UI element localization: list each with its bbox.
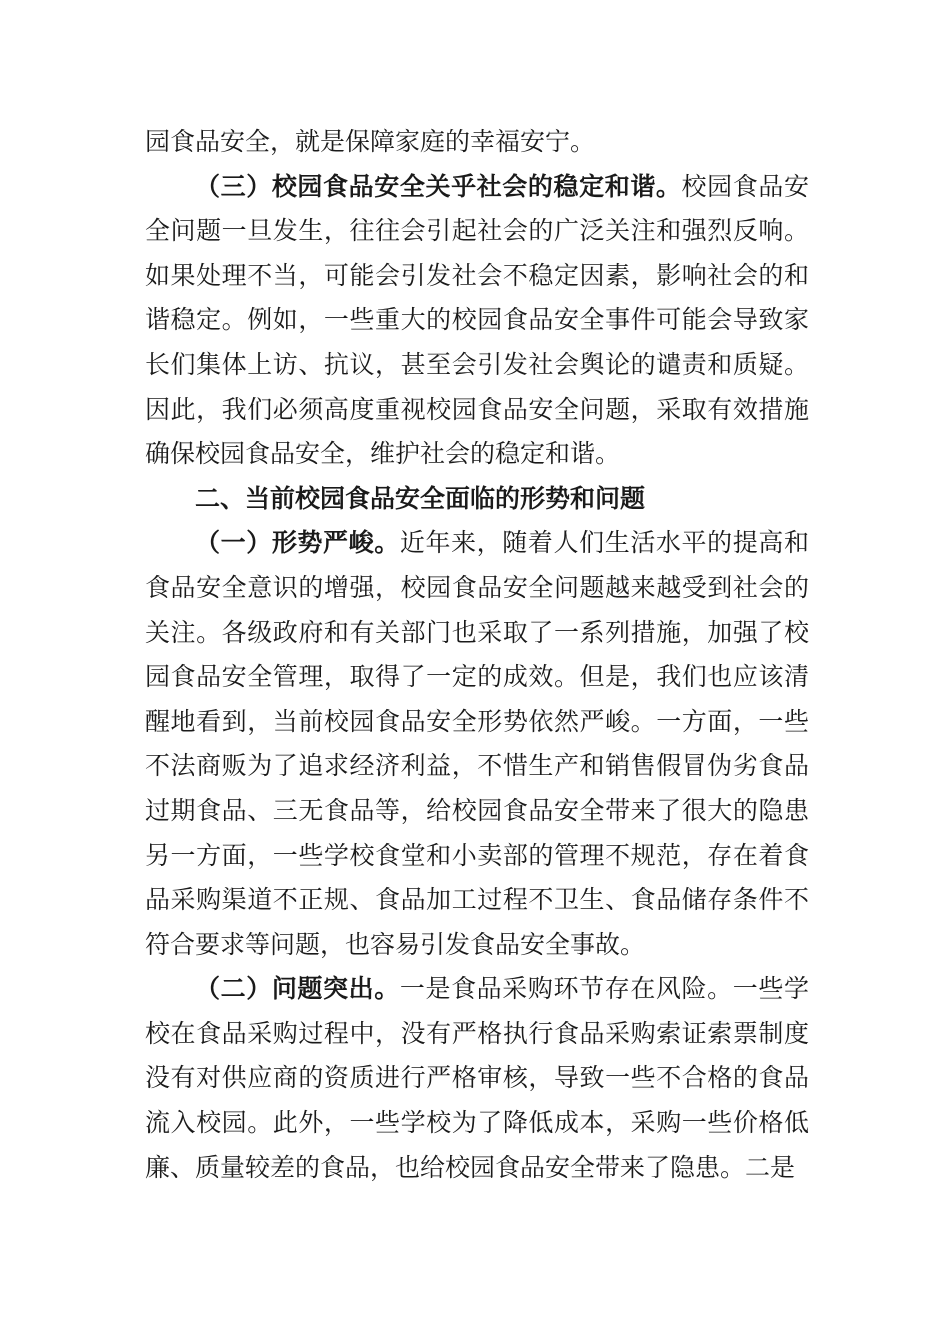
- paragraph-text: 一是食品采购环节存在风险。一些学校在食品采购过程中，没有严格执行食品采购索证索票制度没有对供应商的资质进行严格审核，导致一些不合格的食品流入校园。此外，一些学校为了降低成本，采购一些价格低廉、质量较差的食品，也给校园食品安全带来了隐患。二是: [145, 974, 809, 1182]
- paragraph-text: 校园食品安全问题一旦发生，往往会引起社会的广泛关注和强烈反响。如果处理不当，可能会引发社会不稳定因素，影响社会的和谐稳定。例如，一些重大的校园食品安全事件可能会导致家长们集体上访、抗议，甚至会引发社会舆论的谴责和质疑。因此，我们必须高度重视校园食品安全问题，采取有效措施确保校园食品安全，维护社会的稳定和谐。: [145, 171, 809, 469]
- paragraph-situation: [145, 521, 809, 967]
- paragraph-lead: （二）问题突出。: [195, 974, 400, 1004]
- paragraph-lead: （三）校园食品安全关乎社会的稳定和谐。: [195, 171, 682, 201]
- paragraph-text: 近年来，随着人们生活水平的提高和食品安全意识的增强，校园食品安全问题越来越受到社会的关注。各级政府和有关部门也采取了一系列措施，加强了校园食品安全管理，取得了一定的成效。但是，我们也应该清醒地看到，当前校园食品安全形势依然严峻。一方面，一些不法商贩为了追求经济利益，不惜生产和销售假冒伪劣食品过期食品、三无食品等，给校园食品安全带来了很大的隐患另一方面，一些学校食堂和小卖部的管理不规范，存在着食品采购渠道不正规、食品加工过程不卫生、食品储存条件不符合要求等问题，也容易引发食品安全事故。: [145, 528, 809, 959]
- paragraph-problems: [145, 967, 809, 1190]
- section-heading: 二、当前校园食品安全面临的形势和问题: [195, 483, 646, 513]
- paragraph-text: 园食品安全，就是保障家庭的幸福安宁。: [145, 127, 596, 156]
- paragraph-lead: （一）形势严峻。: [195, 528, 400, 558]
- paragraph-continuation: [145, 120, 809, 165]
- document-body: [145, 120, 809, 1190]
- paragraph-social-stability: [145, 165, 809, 477]
